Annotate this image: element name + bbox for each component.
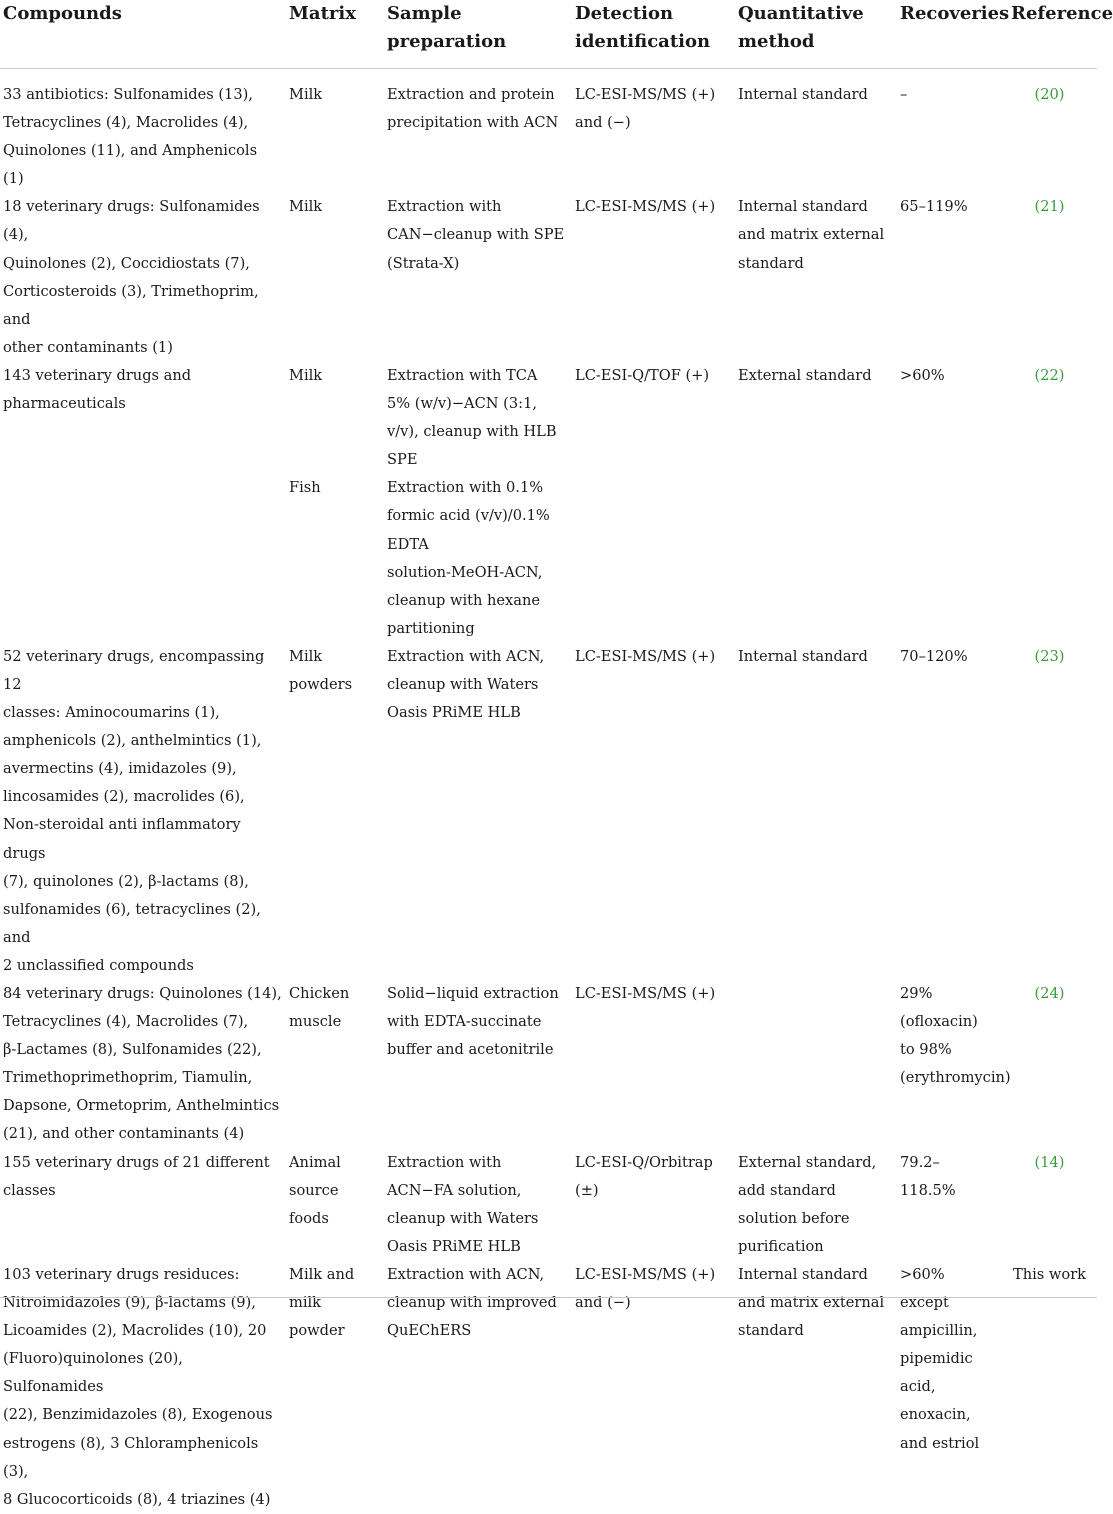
- detection-cell: LC-ESI-MS/MS (+) and (−): [575, 1265, 716, 1312]
- detection-cell: LC-ESI-MS/MS (+): [575, 198, 716, 216]
- table-row: [0, 362, 1097, 474]
- quantitative-method-cell: [735, 980, 897, 1149]
- reference-cell: [1008, 362, 1097, 474]
- header-quantitative-method: Quantitative method: [738, 3, 864, 52]
- sample-preparation-cell: Extraction with TCA 5% (w/v)−ACN (3:1, v/v), cleanup with HLB SPE: [387, 366, 557, 469]
- matrix-cell: Milk: [289, 198, 323, 216]
- header-reference: Reference: [1011, 3, 1113, 24]
- compounds-cell: 33 antibiotics: Sulfonamides (13), Tetracyclines (4), Macrolides (4), Quinolones (11), and Amphenicols (1): [3, 86, 258, 188]
- header-detection-identification: Detection identification: [575, 3, 711, 52]
- recoveries-cell: 65–119%: [900, 198, 968, 216]
- reference-cell: [1008, 980, 1097, 1149]
- matrix-cell: Fish: [289, 479, 321, 497]
- reference-link[interactable]: (24): [1034, 985, 1065, 1002]
- quantitative-method-cell: [735, 474, 897, 643]
- sample-preparation-cell: Extraction and protein precipitation with ACN: [387, 86, 559, 132]
- recoveries-cell: –: [900, 86, 908, 103]
- recoveries-cell: 70–120%: [900, 647, 968, 665]
- detection-cell: LC-ESI-MS/MS (+): [575, 985, 716, 1002]
- compounds-cell: 143 veterinary drugs and pharmaceuticals: [3, 366, 192, 413]
- bottom-rule: [0, 1297, 1097, 1298]
- detection-cell: LC-ESI-Q/Orbitrap (±): [575, 1153, 713, 1199]
- reference-link[interactable]: (21): [1034, 198, 1065, 216]
- recoveries-cell: >60%: [900, 366, 945, 384]
- sample-preparation-cell: Extraction with ACN, cleanup with improved QuEChERS: [387, 1265, 557, 1340]
- detection-cell: LC-ESI-MS/MS (+): [575, 647, 716, 665]
- quantitative-method-cell: External standard: [738, 366, 872, 384]
- reference-link[interactable]: (14): [1034, 1153, 1065, 1171]
- reference-cell: [1008, 1149, 1097, 1261]
- reference-cell: [1008, 69, 1097, 194]
- detection-cell: LC-ESI-Q/TOF (+): [575, 366, 710, 384]
- header-row: [0, 0, 1097, 69]
- table-row: [0, 474, 1097, 643]
- sample-preparation-cell: Extraction with ACN, cleanup with Waters Oasis PRiME HLB: [387, 647, 545, 722]
- recoveries-cell: 29% (ofloxacin) to 98% (erythromycin): [900, 985, 1011, 1087]
- compounds-cell: 84 veterinary drugs: Quinolones (14), Tetracyclines (4), Macrolides (7), β-Lactames (8), Sulfonamides (22), Trimethoprimethoprim, Tiamulin, Dapsone, Ormetoprim, Anthelmintics (21), and other contaminants (4): [3, 985, 282, 1143]
- compounds-cell: 103 veterinary drugs residuces: Nitroimidazoles (9), β-lactams (9), Licoamides (2), Macrolides (10), 20 (Fluoro)quinolones (20), Sulfonamides (22), Benzimidazoles (8), Exogenous estrogens (8), 3 Chloramphenicols (3), 8 Glucocorticoids (8), 4 triazines (4): [3, 1265, 273, 1508]
- quantitative-method-cell: Internal standard and matrix external standard: [738, 1265, 885, 1340]
- header-matrix: Matrix: [289, 3, 356, 24]
- table-row: [0, 69, 1097, 194]
- recoveries-cell: >60% except ampicillin, pipemidic acid, enoxacin, and estriol: [900, 1265, 980, 1452]
- matrix-cell: Milk: [289, 366, 323, 384]
- detection-cell: LC-ESI-MS/MS (+) and (−): [575, 86, 716, 132]
- detection-cell: [572, 474, 735, 643]
- matrix-cell: Milk and milk powder: [289, 1265, 355, 1340]
- sample-preparation-cell: Solid−liquid extraction with EDTA-succinate buffer and acetonitrile: [387, 985, 559, 1059]
- table-row: [0, 1149, 1097, 1261]
- recoveries-cell: 79.2– 118.5%: [900, 1153, 956, 1199]
- reference-cell: [1008, 1261, 1097, 1514]
- sample-preparation-cell: Extraction with 0.1% formic acid (v/v)/0.1% EDTA solution-MeOH-ACN, cleanup with hexane partitioning: [387, 479, 550, 637]
- sample-preparation-cell: Extraction with CAN−cleanup with SPE (Strata-X): [387, 198, 565, 272]
- table-row: [0, 980, 1097, 1149]
- reference-cell: [1008, 643, 1097, 980]
- sample-preparation-cell: Extraction with ACN−FA solution, cleanup with Waters Oasis PRiME HLB: [387, 1153, 539, 1255]
- table-row: [0, 1261, 1097, 1514]
- header-compounds: Compounds: [3, 3, 122, 24]
- quantitative-method-cell: Internal standard: [738, 86, 868, 103]
- recoveries-cell: [897, 474, 1008, 643]
- compounds-cell: 155 veterinary drugs of 21 different classes: [3, 1153, 270, 1199]
- matrix-cell: Milk powders: [289, 647, 353, 693]
- compounds-cell: [0, 474, 286, 643]
- table-row: [0, 643, 1097, 980]
- reference-cell: [1008, 474, 1097, 643]
- reference-link[interactable]: (22): [1034, 366, 1065, 384]
- header-sample-preparation: Sample preparation: [387, 3, 507, 52]
- compounds-cell: 18 veterinary drugs: Sulfonamides (4), Quinolones (2), Coccidiostats (7), Corticosteroids (3), Trimethoprim, and other contaminants (1): [3, 198, 260, 356]
- reference-text: This work: [1012, 1265, 1087, 1283]
- reference-link[interactable]: (23): [1034, 647, 1065, 665]
- matrix-cell: Milk: [289, 86, 323, 103]
- matrix-cell: Animal source foods: [289, 1153, 341, 1227]
- reference-cell: [1008, 193, 1097, 362]
- quantitative-method-cell: Internal standard: [738, 647, 868, 665]
- compounds-cell: 52 veterinary drugs, encompassing 12 classes: Aminocoumarins (1), amphenicols (2), anthelmintics (1), avermectins (4), imidazoles (9), lincosamides (2), macrolides (6), Non-steroidal anti inflammatory drugs (7), quinolones (2), β-lactams (8), sulfonamides (6), tetracyclines (2), and 2 unclassified compounds: [3, 647, 265, 974]
- matrix-cell: Chicken muscle: [289, 985, 350, 1031]
- quantitative-method-cell: Internal standard and matrix external standard: [738, 198, 885, 272]
- reference-link[interactable]: (20): [1034, 86, 1065, 103]
- table-row: [0, 193, 1097, 362]
- header-recoveries: Recoveries: [900, 3, 1010, 24]
- quantitative-method-cell: External standard, add standard solution before purification: [738, 1153, 877, 1255]
